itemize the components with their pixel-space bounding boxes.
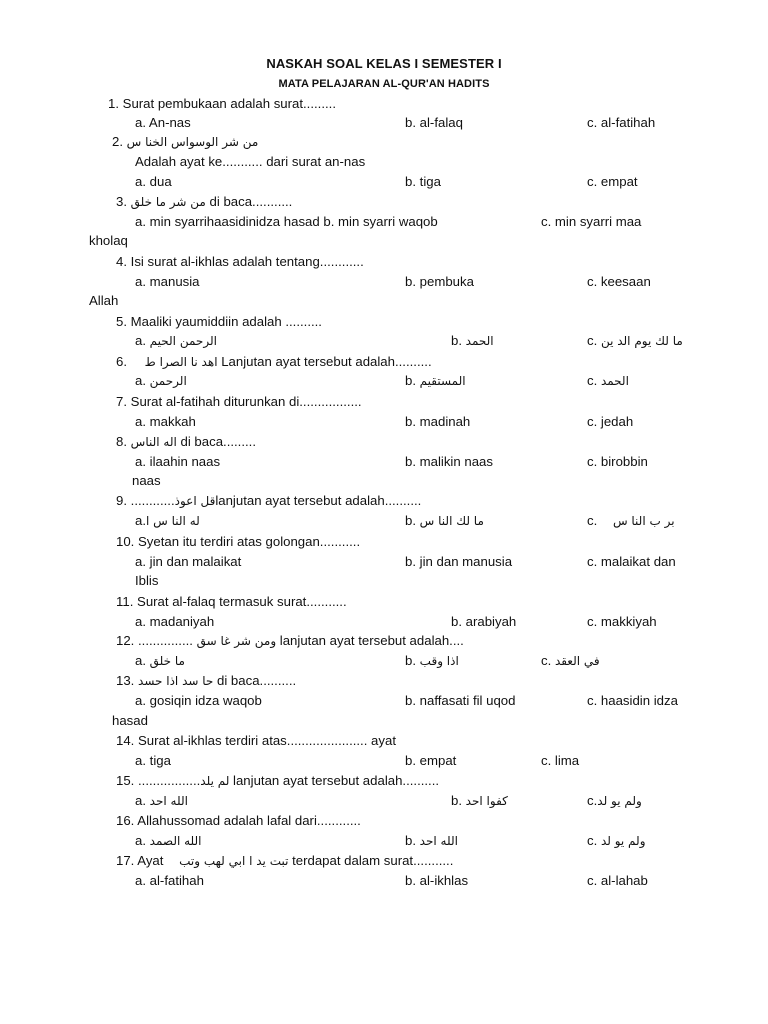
q3-option-c: c. min syarri maa xyxy=(541,214,642,229)
arabic-option: المستقيم xyxy=(419,374,466,388)
question-10: 10. Syetan itu terdiri atas golongan........... xyxy=(116,534,361,549)
arabic-option: كفوا احد xyxy=(465,794,508,808)
q7-option-b: b. madinah xyxy=(405,414,471,429)
option-letter: b. xyxy=(451,793,462,808)
q10-option-c: c. malaikat dan xyxy=(587,554,676,569)
arabic-option: اذا وقب xyxy=(419,654,459,668)
q4-option-a: a. manusia xyxy=(135,274,200,289)
question-text: lanjutan ayat tersebut adalah.......... xyxy=(215,493,422,508)
arabic-option: الله الصمد xyxy=(149,834,202,848)
q5-option-a xyxy=(135,332,217,350)
q8-option-b: b. malikin naas xyxy=(405,454,493,469)
q9-option-a xyxy=(135,512,200,530)
option-letter: b. xyxy=(405,513,416,528)
arabic-verse: ومن شر غا سق xyxy=(196,634,277,648)
q15-option-b xyxy=(451,792,508,810)
question-number: 6. xyxy=(116,354,127,369)
arabic-option: ما لك يوم الد ين xyxy=(600,334,683,348)
question-text: di baca......... xyxy=(180,434,256,449)
question-number: 17. Ayat xyxy=(116,853,164,868)
q1-option-c: c. al-fatihah xyxy=(587,115,656,130)
question-9 xyxy=(116,492,421,510)
option-letter: b. xyxy=(405,833,416,848)
question-text: lanjutan ayat tersebut adalah.... xyxy=(279,633,464,648)
q15-option-a xyxy=(135,792,188,810)
q14-option-b: b. empat xyxy=(405,753,457,768)
q17-option-b: b. al-ikhlas xyxy=(405,873,469,888)
q13-option-a: a. gosiqin idza waqob xyxy=(135,693,262,708)
q17-option-a: a. al-fatihah xyxy=(135,873,204,888)
q17-option-c: c. al-lahab xyxy=(587,873,648,888)
question-15 xyxy=(116,772,439,790)
question-3 xyxy=(116,193,292,211)
q14-option-c: c. lima xyxy=(541,753,580,768)
q10-option-b: b. jin dan manusia xyxy=(405,554,513,569)
arabic-verse: قل اعوذ xyxy=(174,494,216,508)
option-letter: a. xyxy=(135,333,146,348)
q4-option-c-wrap: Allah xyxy=(89,293,119,308)
q8-option-c: c. birobbin xyxy=(587,454,648,469)
question-8 xyxy=(116,433,256,451)
arabic-option: له النا س ا xyxy=(146,514,200,528)
question-17 xyxy=(116,852,453,870)
q3-option-a-b: a. min syarrihaasidinidza hasad b. min syarri waqob xyxy=(135,214,438,229)
question-number: 13. xyxy=(116,673,135,688)
arabic-verse: لم يلد xyxy=(200,774,230,788)
arabic-option: في العقد xyxy=(554,654,600,668)
option-letter: a. xyxy=(135,653,146,668)
q4-option-c: c. keesaan xyxy=(587,274,651,289)
q16-option-a xyxy=(135,832,202,850)
q16-option-b xyxy=(405,832,458,850)
arabic-option: بر ب النا س xyxy=(612,514,675,528)
arabic-verse: من شر الوسواس الخنا س xyxy=(126,135,259,149)
option-letter: c. xyxy=(587,833,598,848)
page-title: NASKAH SOAL KELAS I SEMESTER I xyxy=(266,56,502,71)
option-letter: c. xyxy=(587,513,598,528)
option-letter: a. xyxy=(135,833,146,848)
q1-option-b: b. al-falaq xyxy=(405,115,463,130)
question-number: 8. xyxy=(116,434,127,449)
q2-option-c: c. empat xyxy=(587,174,638,189)
q12-option-c xyxy=(541,652,600,670)
q11-option-c: c. makkiyah xyxy=(587,614,657,629)
q14-option-a: a. tiga xyxy=(135,753,171,768)
q11-option-b: b. arabiyah xyxy=(451,614,517,629)
question-12 xyxy=(116,632,464,650)
q9-option-b xyxy=(405,512,484,530)
q8-option-c-wrap: naas xyxy=(132,473,161,488)
question-16: 16. Allahussomad adalah lafal dari............ xyxy=(116,813,361,828)
q6-option-a xyxy=(135,372,187,390)
q6-option-c xyxy=(587,372,629,390)
question-6 xyxy=(116,353,432,371)
q3-option-c-wrap: kholaq xyxy=(89,233,128,248)
question-2-header xyxy=(112,133,258,151)
arabic-verse: حا سد اذا حسد xyxy=(138,674,214,688)
q7-option-c: c. jedah xyxy=(587,414,634,429)
arabic-verse: اهد نا الصرا ط xyxy=(144,355,218,369)
question-number: 3. xyxy=(116,194,127,209)
arabic-verse: من شر ما خلق xyxy=(130,195,206,209)
arabic-option: الرحمن الحيم xyxy=(149,334,217,348)
arabic-option: ما لك النا س xyxy=(419,514,484,528)
question-2: Adalah ayat ke........... dari surat an-nas xyxy=(135,154,366,169)
arabic-verse: تبت يد ا ابي لهب وتب xyxy=(179,854,289,868)
q6-option-b xyxy=(405,372,466,390)
option-letter: a. xyxy=(135,513,146,528)
option-letter: b. xyxy=(451,333,462,348)
q12-option-a xyxy=(135,652,185,670)
q7-option-a: a. makkah xyxy=(135,414,196,429)
q1-option-a: a. An-nas xyxy=(135,115,191,130)
question-14: 14. Surat al-ikhlas terdiri atas...................... ayat xyxy=(116,733,396,748)
question-text: lanjutan ayat tersebut adalah.......... xyxy=(233,773,440,788)
question-11: 11. Surat al-falaq termasuk surat........... xyxy=(116,594,347,609)
arabic-option: الله احد xyxy=(419,834,458,848)
question-number: 9. ............ xyxy=(116,493,175,508)
option-letter: b. xyxy=(405,653,416,668)
question-1: 1. Surat pembukaan adalah surat......... xyxy=(108,96,336,111)
arabic-option: ما خلق xyxy=(149,654,185,668)
question-text: di baca.......... xyxy=(217,673,297,688)
option-letter: a. xyxy=(135,793,146,808)
option-letter: c. xyxy=(541,653,552,668)
arabic-option: ولم يو لد xyxy=(597,794,642,808)
arabic-option: الحمد xyxy=(600,374,629,388)
q12-option-b xyxy=(405,652,459,670)
question-text: terdapat dalam surat........... xyxy=(292,853,454,868)
option-letter: a. xyxy=(135,373,146,388)
question-number: 2. xyxy=(112,134,123,149)
option-letter: b. xyxy=(405,373,416,388)
q5-option-b xyxy=(451,332,494,350)
arabic-option: ولم يو لد xyxy=(600,834,646,848)
q4-option-b: b. pembuka xyxy=(405,274,474,289)
question-number: 12. ............... xyxy=(116,633,193,648)
arabic-option: الحمد xyxy=(465,334,494,348)
q13-option-c: c. haasidin idza xyxy=(587,693,678,708)
q15-option-c xyxy=(587,792,642,810)
q13-option-c-wrap: hasad xyxy=(112,713,148,728)
question-5: 5. Maaliki yaumiddiin adalah .......... xyxy=(116,314,322,329)
q11-option-a: a. madaniyah xyxy=(135,614,215,629)
q8-option-a: a. ilaahin naas xyxy=(135,454,221,469)
option-letter: c. xyxy=(587,373,598,388)
arabic-option: الله احد xyxy=(149,794,188,808)
q13-option-b: b. naffasati fil uqod xyxy=(405,693,516,708)
q10-option-a: a. jin dan malaikat xyxy=(135,554,242,569)
q10-option-c-wrap: Iblis xyxy=(135,573,159,588)
arabic-option: الرحمن xyxy=(149,374,187,388)
question-4: 4. Isi surat al-ikhlas adalah tentang............ xyxy=(116,254,364,269)
q9-option-c xyxy=(587,512,675,530)
arabic-verse: اله الناس xyxy=(130,435,177,449)
question-7: 7. Surat al-fatihah diturunkan di................. xyxy=(116,394,362,409)
q2-option-a: a. dua xyxy=(135,174,172,189)
q16-option-c xyxy=(587,832,646,850)
question-13 xyxy=(116,672,296,690)
question-text: Lanjutan ayat tersebut adalah.......... xyxy=(221,354,432,369)
question-number: 15. ................. xyxy=(116,773,201,788)
page-subtitle: MATA PELAJARAN AL-QUR'AN HADITS xyxy=(278,78,490,90)
q5-option-c xyxy=(587,332,683,350)
question-text: di baca........... xyxy=(209,194,293,209)
q2-option-b: b. tiga xyxy=(405,174,441,189)
option-letter: c. xyxy=(587,333,598,348)
option-letter: c. xyxy=(587,793,598,808)
